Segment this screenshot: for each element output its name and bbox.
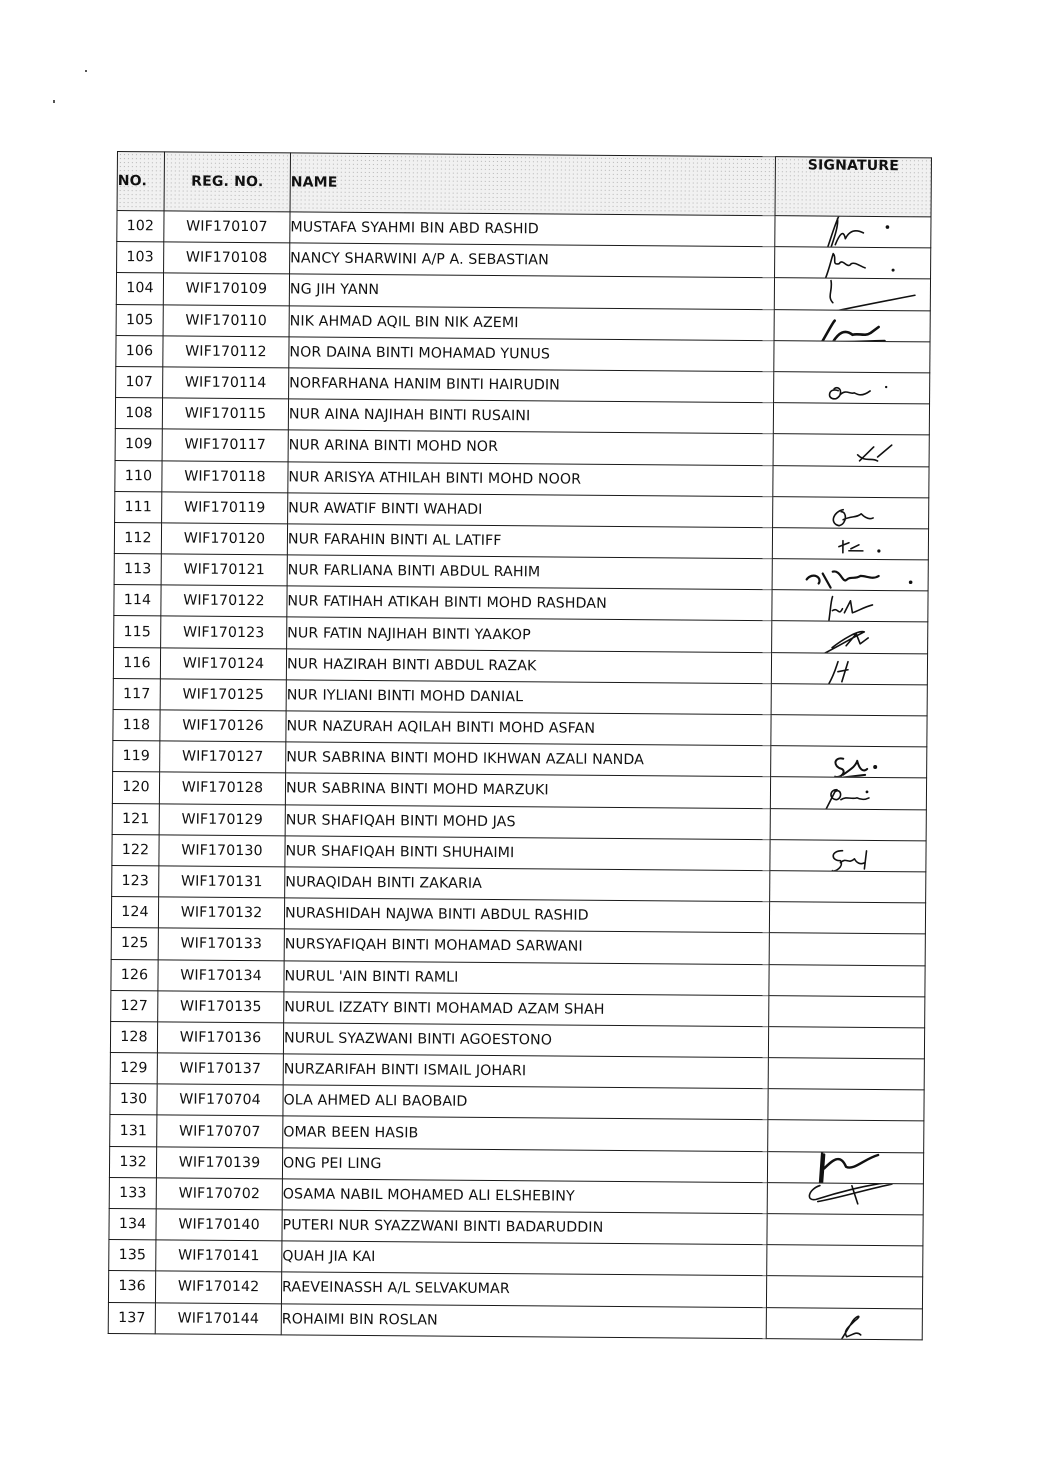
cell-reg-no: WIF170137	[157, 1053, 283, 1085]
cell-no: 129	[110, 1053, 157, 1085]
cell-no: 114	[114, 585, 161, 617]
cell-signature	[774, 309, 930, 341]
handwritten-signature	[775, 247, 931, 279]
cell-no: 106	[116, 335, 163, 367]
cell-name: OSAMA NABIL MOHAMED ALI ELSHEBINY	[282, 1179, 767, 1214]
cell-name: NUR ARISYA ATHILAH BINTI MOHD NOOR	[288, 461, 773, 496]
cell-name: PUTERI NUR SYAZZWANI BINTI BADARUDDIN	[282, 1210, 767, 1245]
cell-signature	[771, 715, 927, 747]
cell-no: 117	[113, 678, 160, 710]
cell-name: NUR FATIN NAJIHAH BINTI YAAKOP	[287, 617, 772, 652]
cell-signature	[772, 621, 928, 653]
cell-reg-no: WIF170119	[162, 492, 288, 524]
cell-reg-no: WIF170135	[158, 991, 284, 1023]
cell-signature	[771, 746, 927, 778]
cell-no: 113	[114, 554, 161, 586]
cell-no: 122	[112, 834, 159, 866]
cell-reg-no: WIF170112	[163, 336, 289, 368]
cell-name: NG JIH YANN	[289, 274, 774, 309]
cell-no: 104	[116, 273, 163, 305]
cell-no: 131	[110, 1115, 157, 1147]
cell-signature	[771, 683, 927, 715]
cell-reg-no: WIF170125	[160, 679, 286, 711]
cell-reg-no: WIF170110	[163, 304, 289, 336]
attendance-table	[108, 151, 932, 1340]
cell-reg-no: WIF170144	[155, 1302, 281, 1334]
cell-signature	[770, 777, 926, 809]
cell-reg-no: WIF170141	[156, 1240, 282, 1272]
cell-reg-no: WIF170130	[159, 835, 285, 867]
cell-reg-no: WIF170127	[160, 741, 286, 773]
handwritten-signature	[773, 559, 929, 591]
cell-signature	[767, 1245, 923, 1277]
cell-no: 110	[115, 460, 162, 492]
handwritten-signature	[768, 1151, 924, 1183]
cell-no: 136	[108, 1271, 155, 1303]
cell-no: 135	[109, 1240, 156, 1272]
cell-name: NURUL SYAZWANI BINTI AGOESTONO	[283, 1023, 768, 1058]
cell-reg-no: WIF170134	[158, 959, 284, 991]
header-name: NAME	[290, 153, 775, 216]
cell-no: 116	[113, 647, 160, 679]
cell-no: 123	[112, 865, 159, 897]
cell-signature	[772, 559, 928, 591]
cell-name: NUR SHAFIQAH BINTI MOHD JAS	[285, 804, 770, 839]
cell-no: 105	[116, 304, 163, 336]
cell-name: RAEVEINASSH A/L SELVAKUMAR	[281, 1272, 766, 1307]
cell-signature	[766, 1276, 922, 1308]
cell-name: NUR FATIHAH ATIKAH BINTI MOHD RASHDAN	[287, 586, 772, 621]
cell-no: 112	[114, 522, 161, 554]
cell-signature	[769, 902, 925, 934]
cell-name: ONG PEI LING	[282, 1147, 767, 1182]
cell-reg-no: WIF170107	[164, 211, 290, 243]
cell-no: 125	[111, 928, 158, 960]
cell-reg-no: WIF170123	[161, 616, 287, 648]
cell-name: NUR NAZURAH AQILAH BINTI MOHD ASFAN	[286, 711, 771, 746]
cell-name: NURASHIDAH NAJWA BINTI ABDUL RASHID	[284, 898, 769, 933]
handwritten-signature	[772, 621, 928, 653]
cell-name: NUR HAZIRAH BINTI ABDUL RAZAK	[286, 648, 771, 683]
cell-reg-no: WIF170702	[156, 1178, 282, 1210]
cell-reg-no: WIF170128	[159, 772, 285, 804]
handwritten-signature	[774, 309, 930, 341]
cell-reg-no: WIF170142	[155, 1271, 281, 1303]
header-signature: SIGNATURE	[775, 157, 931, 217]
cell-signature	[768, 1120, 924, 1152]
cell-name: QUAH JIA KAI	[282, 1241, 767, 1276]
cell-signature	[770, 839, 926, 871]
cell-signature	[774, 278, 930, 310]
cell-no: 115	[114, 616, 161, 648]
cell-no: 128	[110, 1021, 157, 1053]
header-reg-no: REG. NO.	[164, 152, 290, 212]
cell-name: NURUL IZZATY BINTI MOHAMAD AZAM SHAH	[284, 992, 769, 1027]
cell-name: NUR AINA NAJIHAH BINTI RUSAINI	[288, 399, 773, 434]
cell-no: 134	[109, 1208, 156, 1240]
attendance-sheet	[108, 151, 931, 1340]
cell-no: 107	[116, 366, 163, 398]
header-no: NO.	[117, 152, 164, 211]
cell-no: 127	[111, 990, 158, 1022]
handwritten-signature	[768, 1182, 924, 1214]
cell-reg-no: WIF170120	[161, 523, 287, 555]
cell-reg-no: WIF170139	[156, 1146, 282, 1178]
cell-signature	[773, 496, 929, 528]
cell-reg-no: WIF170140	[156, 1209, 282, 1241]
header-row	[117, 152, 931, 217]
cell-name: NUR SABRINA BINTI MOHD IKHWAN AZALI NANDA	[286, 742, 771, 777]
handwritten-signature	[775, 216, 931, 248]
cell-name: ROHAIMI BIN ROSLAN	[281, 1303, 766, 1338]
cell-reg-no: WIF170122	[161, 585, 287, 617]
cell-reg-no: WIF170114	[163, 367, 289, 399]
cell-reg-no: WIF170117	[162, 429, 288, 461]
cell-no: 126	[111, 959, 158, 991]
cell-signature	[773, 434, 929, 466]
scan-speck	[53, 100, 55, 103]
cell-signature	[767, 1151, 923, 1183]
cell-reg-no: WIF170131	[159, 866, 285, 898]
handwritten-signature	[770, 839, 926, 871]
table-row	[108, 1302, 922, 1340]
handwritten-signature	[774, 372, 930, 404]
cell-reg-no: WIF170124	[160, 647, 286, 679]
cell-name: NURZARIFAH BINTI ISMAIL JOHARI	[283, 1054, 768, 1089]
cell-no: 133	[109, 1177, 156, 1209]
cell-reg-no: WIF170118	[162, 460, 288, 492]
cell-reg-no: WIF170129	[159, 803, 285, 835]
cell-signature	[773, 403, 929, 435]
cell-name: MUSTAFA SYAHMI BIN ABD RASHID	[290, 212, 775, 247]
cell-reg-no: WIF170126	[160, 710, 286, 742]
cell-name: NUR IYLIANI BINTI MOHD DANIAL	[286, 680, 771, 715]
cell-name: NIK AHMAD AQIL BIN NIK AZEMI	[289, 305, 774, 340]
cell-name: NUR FARLIANA BINTI ABDUL RAHIM	[287, 555, 772, 590]
cell-name: NURSYAFIQAH BINTI MOHAMAD SARWANI	[284, 929, 769, 964]
cell-name: NORFARHANA HANIM BINTI HAIRUDIN	[289, 368, 774, 403]
cell-signature	[775, 247, 931, 279]
cell-signature	[768, 1089, 924, 1121]
cell-signature	[767, 1214, 923, 1246]
cell-reg-no: WIF170108	[164, 242, 290, 274]
cell-reg-no: WIF170136	[157, 1022, 283, 1054]
cell-no: 124	[111, 897, 158, 929]
cell-no: 118	[113, 709, 160, 741]
cell-no: 103	[117, 242, 164, 274]
cell-signature	[772, 590, 928, 622]
cell-signature	[774, 340, 930, 372]
cell-no: 120	[112, 772, 159, 804]
cell-name: NURAQIDAH BINTI ZAKARIA	[285, 867, 770, 902]
cell-signature	[772, 528, 928, 560]
handwritten-signature	[773, 434, 929, 466]
cell-signature	[771, 652, 927, 684]
cell-signature	[766, 1307, 922, 1339]
handwritten-signature	[772, 652, 928, 684]
cell-no: 102	[117, 211, 164, 243]
cell-signature	[769, 933, 925, 965]
cell-no: 111	[115, 491, 162, 523]
cell-no: 108	[115, 398, 162, 430]
cell-name: NUR FARAHIN BINTI AL LATIFF	[287, 524, 772, 559]
cell-signature	[768, 1027, 924, 1059]
table-body	[108, 211, 931, 1340]
cell-reg-no: WIF170115	[162, 398, 288, 430]
cell-signature	[770, 808, 926, 840]
cell-reg-no: WIF170707	[157, 1115, 283, 1147]
cell-reg-no: WIF170121	[161, 554, 287, 586]
handwritten-signature	[772, 590, 928, 622]
handwritten-signature	[771, 777, 927, 809]
handwritten-signature	[773, 528, 929, 560]
cell-reg-no: WIF170132	[158, 897, 284, 929]
cell-signature	[775, 216, 931, 248]
cell-signature	[774, 372, 930, 404]
cell-no: 121	[112, 803, 159, 835]
handwritten-signature	[767, 1307, 923, 1339]
cell-signature	[770, 871, 926, 903]
handwritten-signature	[773, 496, 929, 528]
cell-name: OLA AHMED ALI BAOBAID	[283, 1085, 768, 1120]
cell-no: 119	[113, 741, 160, 773]
cell-reg-no: WIF170704	[157, 1084, 283, 1116]
handwritten-signature	[771, 746, 927, 778]
cell-name: NUR AWATIF BINTI WAHADI	[288, 493, 773, 528]
cell-name: NOR DAINA BINTI MOHAMAD YUNUS	[289, 337, 774, 372]
cell-name: NANCY SHARWINI A/P A. SEBASTIAN	[290, 243, 775, 278]
cell-reg-no: WIF170109	[163, 273, 289, 305]
cell-signature	[767, 1182, 923, 1214]
cell-no: 109	[115, 429, 162, 461]
cell-no: 132	[109, 1146, 156, 1178]
cell-name: NURUL 'AIN BINTI RAMLI	[284, 960, 769, 995]
cell-name: NUR SABRINA BINTI MOHD MARZUKI	[285, 773, 770, 808]
cell-signature	[768, 1058, 924, 1090]
cell-no: 130	[110, 1084, 157, 1116]
cell-no: 137	[108, 1302, 155, 1334]
scan-speck	[85, 70, 87, 72]
cell-name: NUR ARINA BINTI MOHD NOR	[288, 430, 773, 465]
cell-name: NUR SHAFIQAH BINTI SHUHAIMI	[285, 836, 770, 871]
cell-signature	[769, 995, 925, 1027]
cell-reg-no: WIF170133	[158, 928, 284, 960]
cell-signature	[773, 465, 929, 497]
cell-name: OMAR BEEN HASIB	[283, 1116, 768, 1151]
cell-signature	[769, 964, 925, 996]
handwritten-signature	[775, 278, 931, 310]
